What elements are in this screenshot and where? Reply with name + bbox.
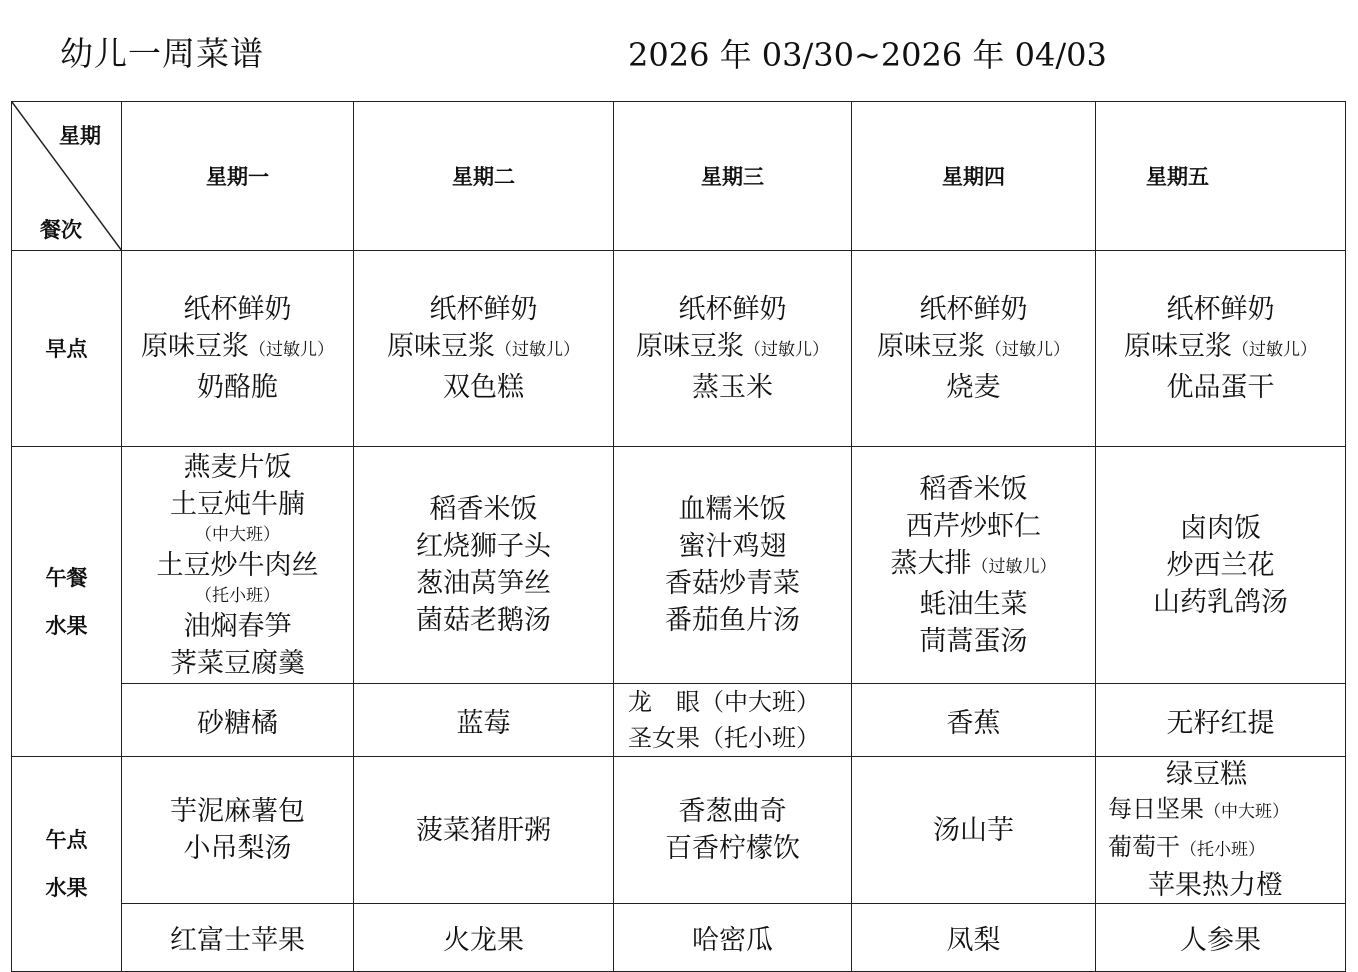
snack-fruit-wed: 哈密瓜 bbox=[614, 904, 852, 972]
fruit-line: 龙 眼（中大班） bbox=[628, 688, 820, 716]
corner-cell bbox=[12, 102, 122, 251]
dish: 红烧狮子头 bbox=[416, 531, 551, 562]
breakfast-soy: 原味豆浆 bbox=[877, 331, 985, 362]
class-note: （托小班） bbox=[1180, 840, 1265, 860]
dish: 百香柠檬饮 bbox=[665, 833, 800, 864]
snack-fruit-fri: 人参果 bbox=[1096, 904, 1346, 972]
lunch-fruit-mon: 砂糖橘 bbox=[122, 684, 354, 757]
dish: 绿豆糕 bbox=[1166, 759, 1247, 790]
breakfast-item: 烧麦 bbox=[946, 372, 1001, 403]
breakfast-tue bbox=[354, 251, 614, 447]
fruit-line: 圣女果（托小班） bbox=[628, 724, 820, 752]
dish: 蜜汁鸡翅 bbox=[678, 531, 787, 562]
dish-line bbox=[1096, 830, 1345, 868]
page-title: 幼儿一周菜谱 bbox=[60, 34, 264, 73]
breakfast-soy: 原味豆浆 bbox=[636, 331, 744, 362]
dish: 小吊梨汤 bbox=[183, 833, 292, 864]
allergy-note: （过敏儿） bbox=[985, 340, 1070, 360]
snack-fruit-tue: 火龙果 bbox=[354, 904, 614, 972]
breakfast-item: 蒸玉米 bbox=[692, 372, 773, 403]
day-header-thu: 星期四 bbox=[852, 102, 1096, 251]
dish: 卤肉饭 bbox=[1180, 512, 1261, 544]
dish: 菌菇老鹅汤 bbox=[416, 605, 551, 636]
lunch-tue bbox=[354, 447, 614, 684]
breakfast-soy: 原味豆浆 bbox=[141, 331, 249, 362]
dish: 稻香米饭 bbox=[919, 473, 1028, 505]
day-header-fri: 星期五 bbox=[1096, 102, 1346, 251]
breakfast-row bbox=[12, 251, 1346, 447]
lunch-fruit-thu: 香蕉 bbox=[852, 684, 1096, 757]
breakfast-fri bbox=[1096, 251, 1346, 447]
lunch-mon bbox=[122, 447, 354, 684]
dish: 香菇炒青菜 bbox=[665, 568, 800, 599]
day-header-mon: 星期一 bbox=[122, 102, 354, 251]
dish: 番茄鱼片汤 bbox=[665, 605, 800, 636]
snack-fri bbox=[1096, 757, 1346, 904]
allergy-note: （过敏儿） bbox=[495, 340, 580, 360]
meal-label-lunch bbox=[12, 447, 122, 757]
allergy-note: （过敏儿） bbox=[249, 340, 334, 360]
dish: 芋泥麻薯包 bbox=[170, 796, 305, 827]
dish: 稻香米饭 bbox=[429, 494, 538, 525]
breakfast-mon bbox=[122, 251, 354, 447]
meal-label-breakfast: 早点 bbox=[12, 251, 122, 447]
snack-tue bbox=[354, 757, 614, 904]
breakfast-milk: 纸杯鲜奶 bbox=[919, 294, 1028, 325]
lunch-label: 午餐 bbox=[45, 564, 88, 590]
lunch-fri bbox=[1096, 447, 1346, 684]
breakfast-soy-line bbox=[852, 328, 1095, 369]
date-range: 2026 年 03/30~2026 年 04/03 bbox=[628, 36, 1107, 74]
header-row bbox=[12, 102, 1346, 251]
snack-fruit-label: 水果 bbox=[45, 875, 88, 900]
breakfast-soy-line bbox=[122, 328, 353, 369]
dish: 每日坚果 bbox=[1108, 795, 1204, 823]
breakfast-item: 优品蛋干 bbox=[1166, 372, 1275, 403]
day-header-tue: 星期二 bbox=[354, 102, 614, 251]
dish: 葱油莴笋丝 bbox=[416, 568, 551, 599]
dish: 油焖春笋 bbox=[183, 610, 292, 642]
class-note: （中大班） bbox=[195, 524, 280, 545]
breakfast-wed bbox=[614, 251, 852, 447]
dish: 菠菜猪肝粥 bbox=[416, 814, 551, 846]
snack-fruit-mon: 红富士苹果 bbox=[122, 904, 354, 972]
dish: 汤山芋 bbox=[933, 814, 1014, 846]
dish: 茼蒿蛋汤 bbox=[919, 625, 1028, 657]
breakfast-item: 奶酪脆 bbox=[197, 372, 278, 403]
lunch-wed bbox=[614, 447, 852, 684]
allergy-note: （过敏儿） bbox=[1232, 340, 1317, 360]
lunch-fruit-fri: 无籽红提 bbox=[1096, 684, 1346, 757]
dish: 蒸大排 bbox=[890, 547, 972, 579]
lunch-fruit-wed bbox=[614, 684, 852, 757]
dish: 血糯米饭 bbox=[678, 494, 787, 525]
lunch-fruit-tue: 蓝莓 bbox=[354, 684, 614, 757]
snack-fruit-thu: 凤梨 bbox=[852, 904, 1096, 972]
snack-fruit-row bbox=[12, 904, 1346, 972]
corner-meal-label: 餐次 bbox=[40, 217, 82, 242]
breakfast-soy: 原味豆浆 bbox=[387, 331, 495, 362]
allergy-note: （过敏儿） bbox=[744, 340, 829, 360]
day-header-wed: 星期三 bbox=[614, 102, 852, 251]
lunch-thu bbox=[852, 447, 1096, 684]
meal-label-snack bbox=[12, 757, 122, 972]
lunch-fruit-row bbox=[12, 684, 1346, 757]
dish: 燕麦片饭 bbox=[183, 451, 292, 483]
breakfast-milk: 纸杯鲜奶 bbox=[678, 294, 787, 325]
dish: 葡萄干 bbox=[1108, 833, 1180, 861]
breakfast-soy-line bbox=[1096, 328, 1345, 369]
dish: 香葱曲奇 bbox=[678, 796, 787, 827]
breakfast-milk: 纸杯鲜奶 bbox=[183, 294, 292, 325]
snack-row bbox=[12, 757, 1346, 904]
dish: 西芹炒虾仁 bbox=[906, 510, 1041, 542]
dish: 土豆炖牛腩 bbox=[170, 488, 305, 520]
dish-line bbox=[852, 545, 1095, 586]
breakfast-milk: 纸杯鲜奶 bbox=[1166, 294, 1275, 325]
snack-thu bbox=[852, 757, 1096, 904]
breakfast-milk: 纸杯鲜奶 bbox=[429, 294, 538, 325]
breakfast-thu bbox=[852, 251, 1096, 447]
lunch-row bbox=[12, 447, 1346, 684]
breakfast-item: 双色糕 bbox=[443, 372, 524, 403]
dish: 蚝油生菜 bbox=[919, 588, 1028, 620]
snack-mon bbox=[122, 757, 354, 904]
dish: 炒西兰花 bbox=[1166, 549, 1275, 581]
dish: 土豆炒牛肉丝 bbox=[156, 549, 319, 581]
weekly-menu-table bbox=[11, 101, 1346, 972]
lunch-fruit-label: 水果 bbox=[45, 612, 88, 638]
dish: 苹果热力橙 bbox=[1148, 870, 1283, 901]
corner-weekday-label: 星期 bbox=[59, 123, 101, 148]
dish: 山药乳鸽汤 bbox=[1153, 586, 1288, 618]
class-note: （中大班） bbox=[1204, 802, 1289, 822]
breakfast-soy-line bbox=[614, 328, 851, 369]
allergy-note: （过敏儿） bbox=[971, 556, 1057, 577]
dish: 荠菜豆腐羹 bbox=[170, 647, 305, 679]
class-note: （托小班） bbox=[195, 585, 280, 606]
breakfast-soy-line bbox=[354, 328, 613, 369]
snack-wed bbox=[614, 757, 852, 904]
breakfast-soy: 原味豆浆 bbox=[1124, 331, 1232, 362]
dish-line bbox=[1096, 792, 1345, 830]
snack-label: 午点 bbox=[45, 827, 88, 852]
